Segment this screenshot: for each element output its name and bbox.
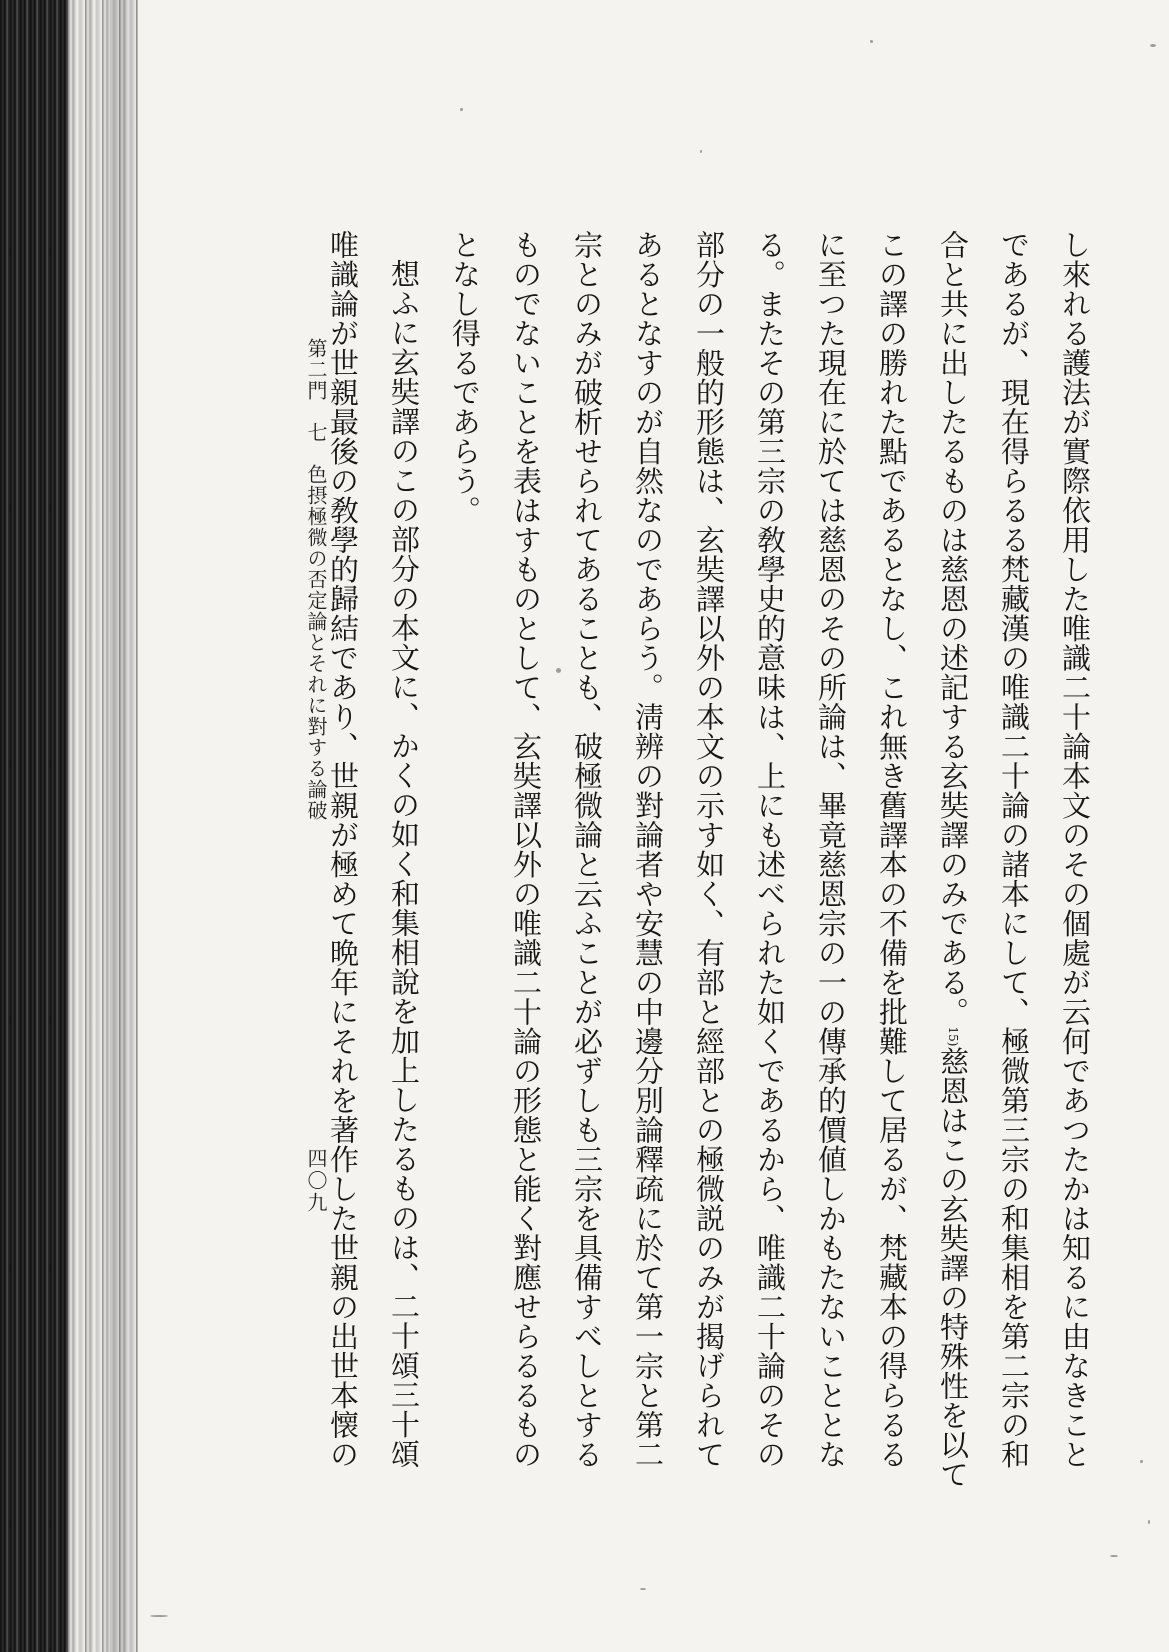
body-line: ものでないことを表はすものとして、玄奘譯以外の唯識二十論の形態と能く對應せらるるもの (509, 230, 543, 1469)
page-number: 四〇九 (304, 1148, 328, 1214)
body-line: となし得るであらう。 (448, 230, 482, 525)
body-line: この譯の勝れた點であるとなし、これ無き舊譯本の不備を批難して居るが、梵藏本の得らるる (875, 230, 909, 1469)
scan-speck (150, 1615, 168, 1617)
scan-speck (1110, 1555, 1118, 1557)
body-line: 想ふに玄奘譯のこの部分の本文に、かくの如く和集相說を加上したるものは、二十頌三十頌 (387, 259, 421, 1469)
scan-speck (1148, 1520, 1150, 1524)
scan-speck (700, 150, 702, 153)
scan-speck (460, 108, 463, 111)
body-line-tail: 慈恩はこの玄奘譯の特殊性を以て (936, 1046, 970, 1489)
body-line: 唯識論が世親最後の敎學的歸結であり、世親が極めて晩年にそれを著作した世親の出世本懐の (326, 230, 360, 1469)
body-line: に至つた現在に於ては慈恩のその所論は、畢竟慈恩宗の一の傳承的價値しかもたないこととな (814, 230, 848, 1469)
body-line: あるとなすのが自然なのであらう。淸辨の對論者や安慧の中邊分別論釋疏に於て第一宗と第二 (631, 230, 665, 1469)
body-line (922, 230, 983, 1489)
body-line: る。またその第三宗の敎學史的意味は、上にも述べられた如くであるから、唯識二十論のその (753, 230, 787, 1469)
binding-shadow-soft (110, 0, 140, 1652)
scan-speck (556, 668, 561, 673)
scan-speck (640, 1588, 646, 1590)
body-line: であるが、現在得らるる梵藏漢の唯識二十論の諸本にして、極微第三宗の和集相を第二宗の和 (997, 230, 1031, 1469)
body-text (312, 230, 1105, 1489)
body-line-head: 合と共に出したるものは慈恩の述記する玄奘譯のみである。 (936, 230, 970, 1027)
body-line: し來れる護法が實際依用した唯識二十論本文のその個處が云何であつたかは知るに由なきこと (1058, 230, 1092, 1469)
binding-edge (0, 0, 68, 1652)
running-head: 第二門 七 色摂極微の否定論とそれに對する論破 (304, 338, 328, 821)
scan-speck (870, 40, 873, 43)
body-line: 部分の一般的形態は、玄奘譯以外の本文の示す如く、有部と經部との極微説のみが揭げられて (692, 230, 726, 1469)
scan-speck (1140, 1460, 1143, 1463)
scan-speck (1150, 44, 1156, 47)
body-line: 宗とのみが破析せられてあることも、破極微論と云ふことが必ずしも三宗を具備すべしとする (570, 230, 604, 1469)
footnote-marker: 15) (946, 1026, 960, 1047)
